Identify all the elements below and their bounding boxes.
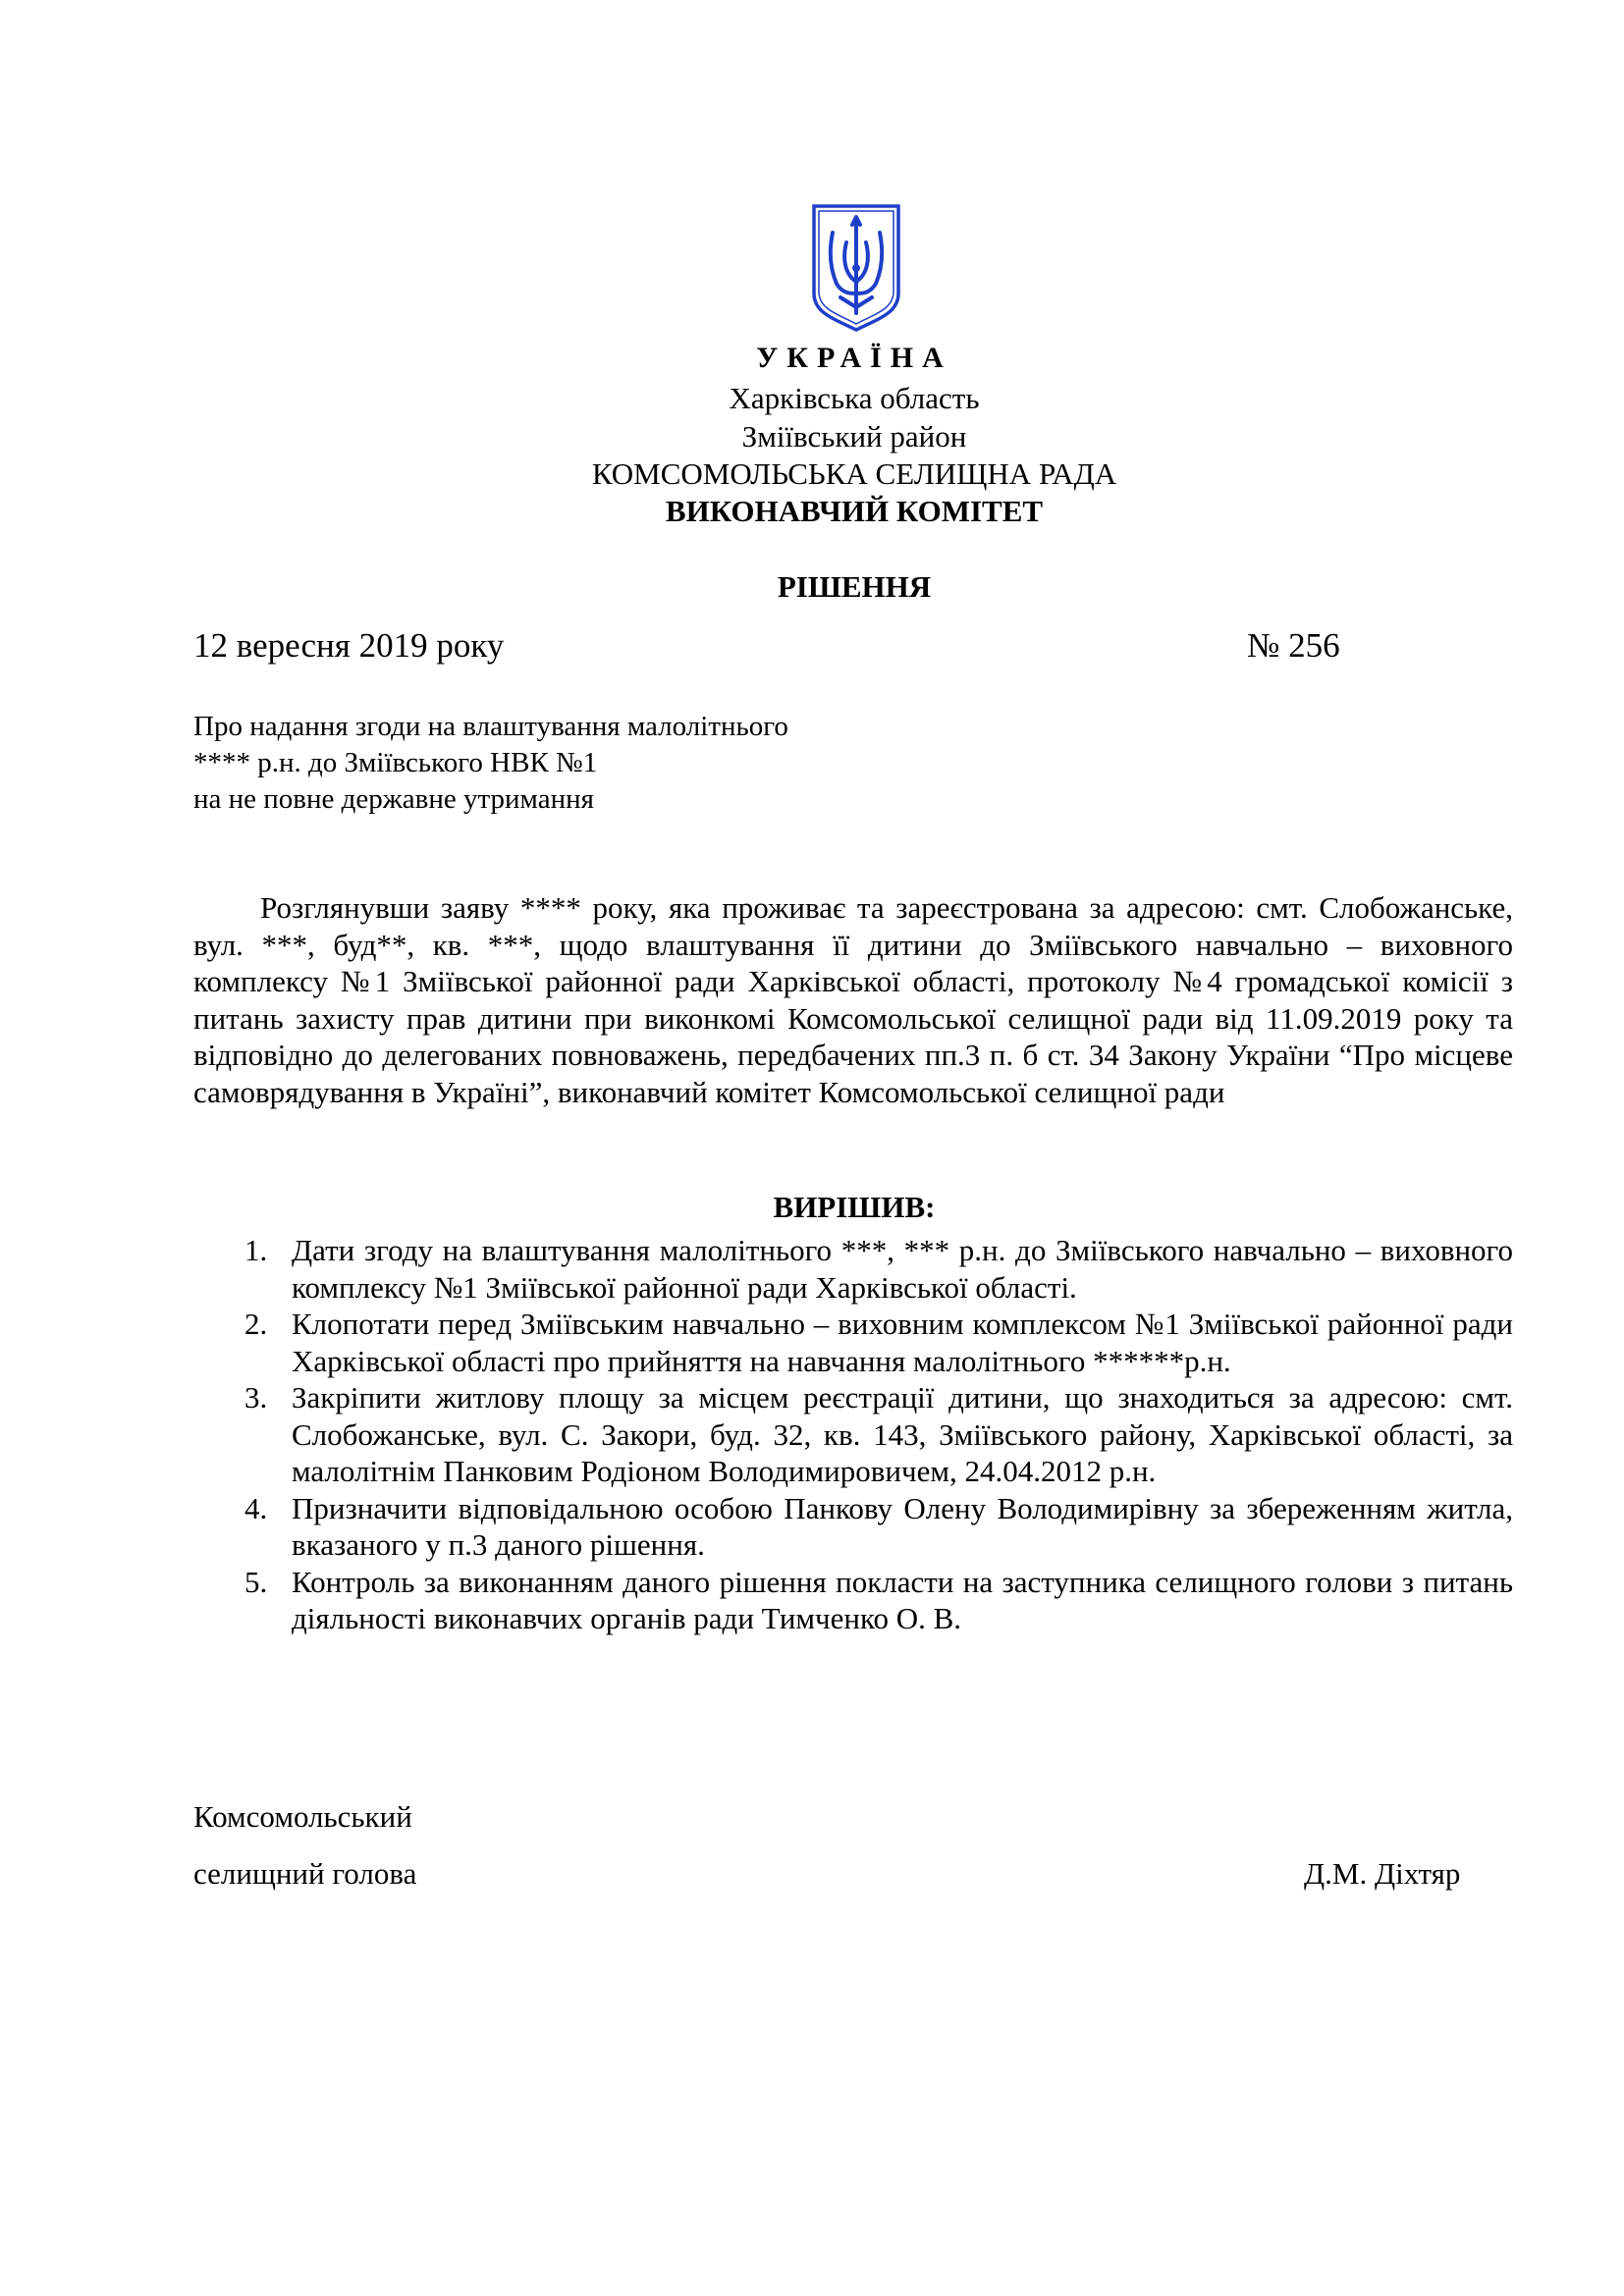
resolution-list xyxy=(193,1232,1513,1637)
resolution-item-number: 5. xyxy=(244,1564,268,1599)
subject-line: **** р.н. до Зміївського НВК №1 xyxy=(193,747,598,778)
resolution-item-number: 3. xyxy=(244,1380,268,1415)
resolution-item xyxy=(193,1379,1513,1490)
signature-name: Д.М. Діхтяр xyxy=(1304,1856,1461,1891)
signature-title xyxy=(193,1789,416,1902)
resolution-item-text: Закріпити житлову площу за місцем реєстрації дитини, що знаходиться за адресою: смт. Слобожанське, вул. С. Закори, буд. 32, кв. 143, Зміївського району, Харківської області, за малолітнім Панковим Родіоном Володимировичем, 24.04.2012 р.н. xyxy=(292,1380,1513,1488)
resolution-item-text: Клопотати перед Зміївським навчально – виховним комплексом №1 Зміївської районної ради Харківської області про прийняття на навчання малолітнього ******р.н. xyxy=(292,1307,1513,1378)
signature-title-line: Комсомольський xyxy=(193,1799,412,1834)
subject-line: Про надання згоди на влаштування малолітнього xyxy=(193,711,788,742)
document-type: РІШЕННЯ xyxy=(777,569,932,604)
resolution-item-number: 2. xyxy=(244,1307,268,1341)
resolution-item-text: Призначити відповідальною особою Панкову Олену Володимирівну за збереженням житла, вказаного у п.3 даного рішення. xyxy=(292,1490,1513,1562)
header-committee: ВИКОНАВЧИЙ КОМІТЕТ xyxy=(665,494,1044,528)
subject-line: на не повне державне утримання xyxy=(193,783,594,815)
signature-title-line: селищний голова xyxy=(193,1856,417,1891)
resolution-item xyxy=(193,1564,1513,1637)
document-date: 12 вересня 2019 року xyxy=(193,626,505,665)
resolution-item xyxy=(193,1490,1513,1564)
resolution-item-number: 1. xyxy=(244,1233,268,1267)
document-subject xyxy=(193,709,788,818)
resolution-item xyxy=(193,1306,1513,1379)
header-council: КОМСОМОЛЬСЬКА СЕЛИЩНА РАДА xyxy=(591,456,1117,491)
resolution-item xyxy=(193,1232,1513,1306)
resolution-item-number: 4. xyxy=(244,1490,268,1525)
preamble-paragraph: Розглянувши заяву **** року, яка проживає та зареєстрована за адресою: смт. Слобожанське, вул. ***, буд**, кв. ***, щодо влаштування її дитини до Зміївського навчально – виховного комплексу №1 Зміївської районної ради Харківської області, протоколу №4 громадської комісії з питань захисту прав дитини при виконкомі Комсомольської селищної ради від 11.09.2019 року та відповідно до делегованих повноважень, передбачених пп.3 п. б ст. 34 Закону України “Про місцеве самоврядування в Україні”, виконавчий комітет Комсомольської селищної ради xyxy=(193,890,1513,1109)
resolution-item-text: Контроль за виконанням даного рішення покласти на заступника селищного голови з питань діяльності виконавчих органів ради Тимченко О. В. xyxy=(292,1564,1513,1635)
header-country: УКРАЇНА xyxy=(756,342,952,374)
resolution-title: ВИРІШИВ: xyxy=(773,1190,936,1224)
header-district: Зміївський район xyxy=(741,419,967,454)
header-region: Харківська область xyxy=(729,381,980,415)
document-number: № 256 xyxy=(1247,626,1340,665)
resolution-item-text: Дати згоду на влаштування малолітнього ***, *** р.н. до Зміївського навчально – виховного комплексу №1 Зміївської районної ради Харківської області. xyxy=(292,1233,1513,1305)
ukraine-coat-of-arms-icon xyxy=(811,203,901,333)
